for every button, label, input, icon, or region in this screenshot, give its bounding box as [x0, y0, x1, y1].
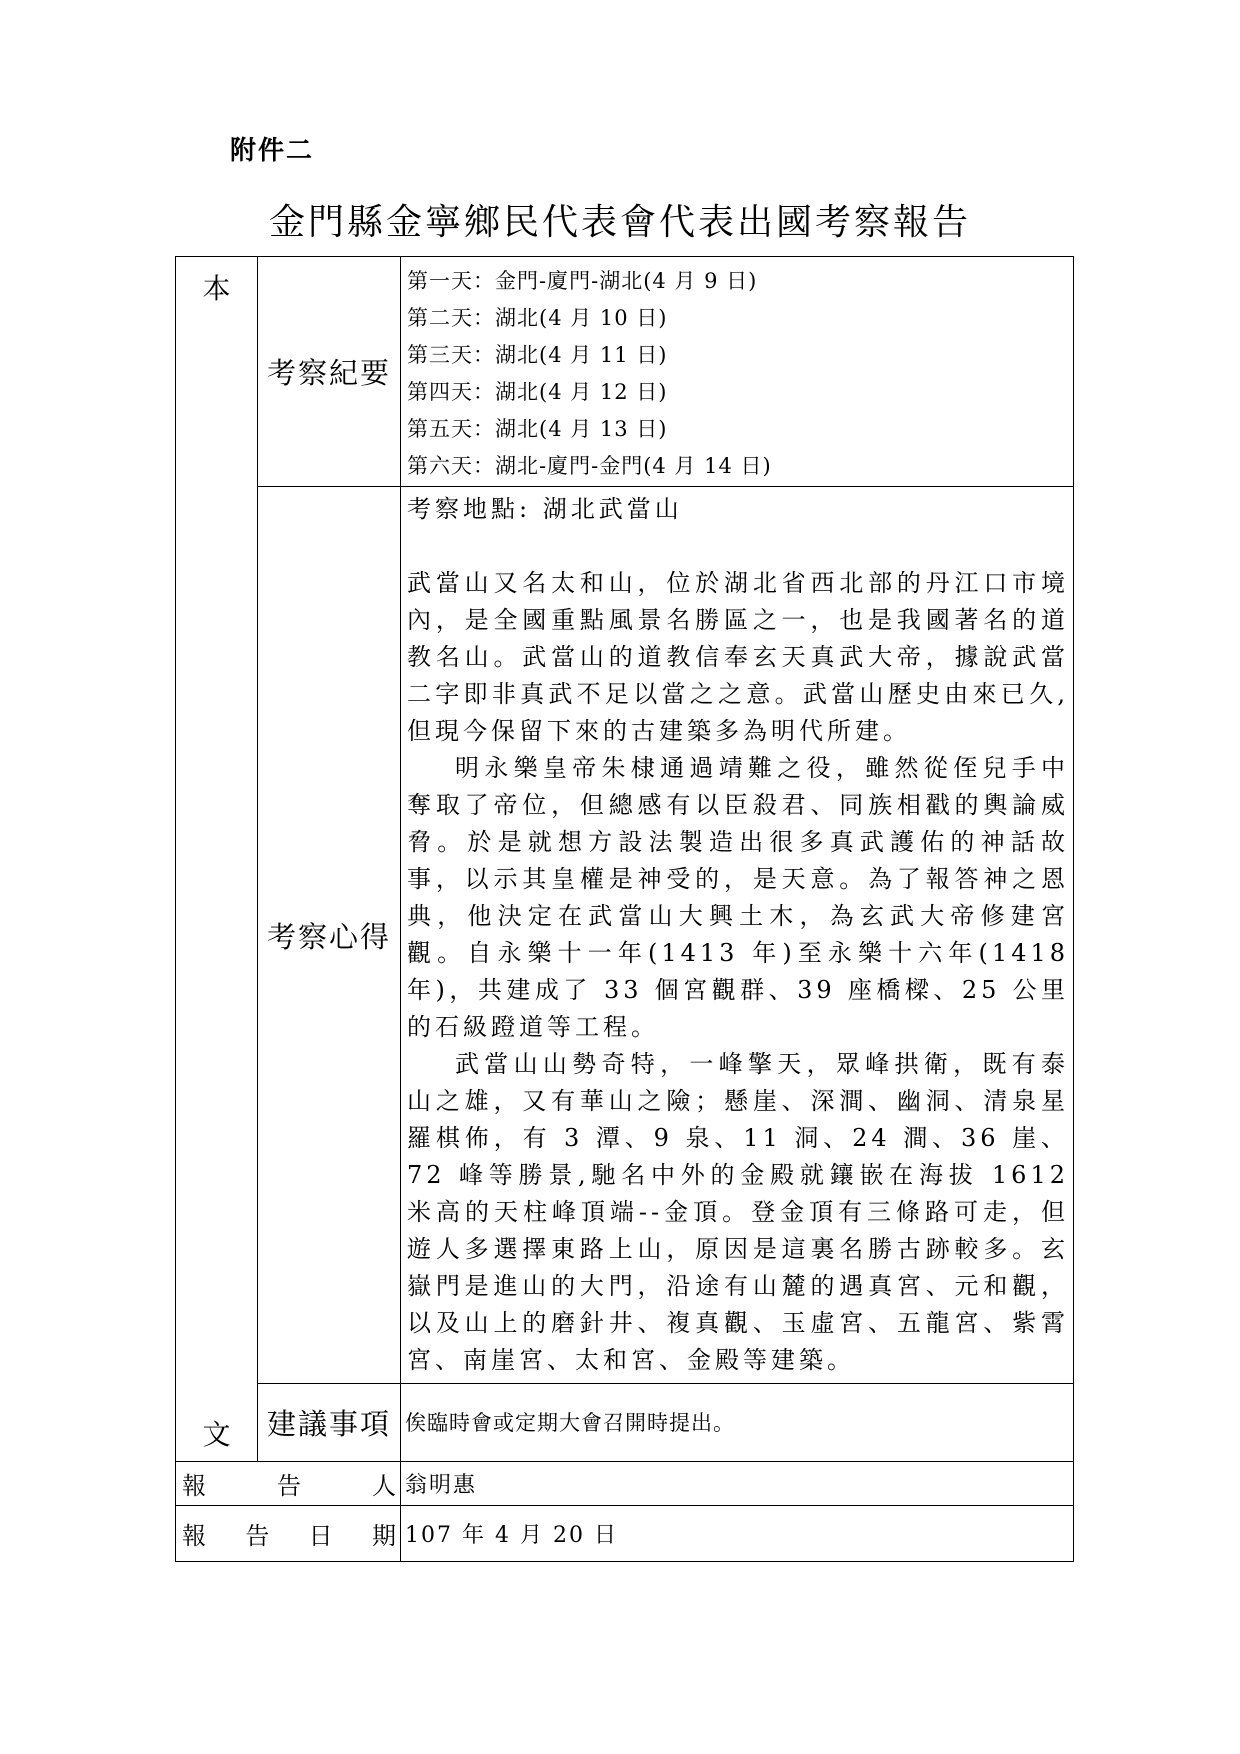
itinerary-day: 第六天：湖北-廈門-金門(4 月 14 日): [407, 454, 772, 478]
attachment-label: 附件二: [230, 136, 315, 166]
itinerary-day: 第二天：湖北(4 月 10 日): [407, 306, 668, 330]
report-date-row: [176, 1505, 1074, 1561]
report-date-label: 報 告 日 期: [176, 1505, 401, 1561]
insight-label: 考察心得: [258, 487, 401, 1384]
body-side-cell: [176, 257, 258, 1462]
reporter-name: 翁明惠: [401, 1461, 1074, 1505]
inspection-location: 考察地點: 湖北武當山: [407, 495, 683, 524]
reporter-row: [176, 1461, 1074, 1505]
insight-cell: [401, 487, 1074, 1384]
itinerary-day: 第四天：湖北(4 月 12 日): [407, 380, 668, 404]
report-date-value: 107 年 4 月 20 日: [401, 1505, 1074, 1561]
insight-paragraph: 武當山又名太和山，位於湖北省西北部的丹江口市境內，是全國重點風景名勝區之一，也是我國著名的道教名山。武當山的道教信奉玄天真武大帝，據說武當二字即非真武不足以當之之意。武當山歷史由來已久,但現今保留下來的古建築多為明代所建。: [407, 569, 1069, 746]
document-title: 金門縣金寧鄉民代表會代表出國考察報告: [268, 202, 971, 243]
suggestion-value: 俟臨時會或定期大會召開時提出。: [401, 1384, 1074, 1461]
insight-paragraph: 武當山山勢奇特，一峰擎天，眾峰拱衛，既有泰山之雄，又有華山之險；懸崖、深澗、幽洞、清泉星羅棋佈，有 3 潭、9 泉、11 洞、24 澗、36 崖、72 峰等勝景,馳名中外的金殿就鑲嵌在海拔 1612 米高的天柱峰頂端--金頂。登金頂有三條路可走，但遊人多選擇東路上山，原因是這裏名勝古跡較多。玄嶽門是進山的大門，沿途有山麓的遇真宮、元和觀，以及山上的磨針井、複真觀、玉虛宮、五龍宮、紫霄宮、南崖宮、太和宮、金殿等建築。: [407, 1050, 1069, 1375]
reporter-label: 報 告 人: [176, 1461, 401, 1505]
suggestion-row: [176, 1384, 1074, 1461]
insight-row: [176, 487, 1074, 1384]
itinerary-day: 第一天：金門-廈門-湖北(4 月 9 日): [407, 269, 758, 293]
itinerary-day: 第三天：湖北(4 月 11 日): [407, 343, 668, 367]
summary-row: [176, 257, 1074, 487]
report-table: [175, 256, 1074, 1562]
side-label-bottom: 文: [202, 1417, 231, 1451]
insight-paragraph: 明永樂皇帝朱棣通過靖難之役，雖然從侄兒手中奪取了帝位，但總感有以臣殺君、同族相戳的輿論威脅。於是就想方設法製造出很多真武護佑的神話故事，以示其皇權是神受的，是天意。為了報答神之恩典，他決定在武當山大興土木，為玄武大帝修建宮觀。自永樂十一年(1413 年)至永樂十六年(1418 年)，共建成了 33 個宮觀群、39 座橋樑、25 公里的石級蹬道等工程。: [407, 754, 1069, 1042]
itinerary-day: 第五天：湖北(4 月 13 日): [407, 417, 668, 441]
suggestion-label: 建議事項: [258, 1384, 401, 1461]
itinerary-cell: [401, 257, 1074, 487]
summary-label: 考察紀要: [258, 257, 401, 487]
side-label-top: 本: [202, 272, 231, 305]
